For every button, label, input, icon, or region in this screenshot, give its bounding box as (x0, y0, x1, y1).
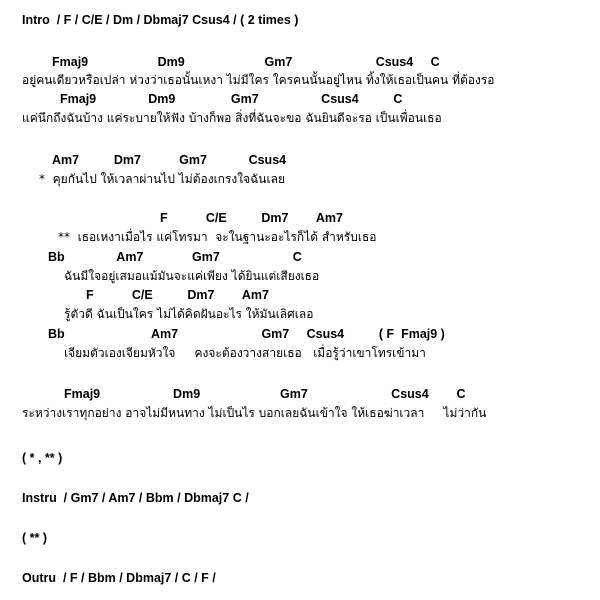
repeat-marker-2: ( ** ) (22, 531, 47, 545)
chorus-star-lyrics: * คุยกันไป ให้เวลาผ่านไป ไม่ต้องเกรงใจฉันเลย (39, 172, 285, 186)
repeat-marker-1: ( * , ** ) (22, 451, 63, 465)
outru-line: Outru / F / Bbm / Dbmaj7 / C / F / (22, 571, 216, 585)
chorus-double-lyrics-3: รู้ตัวดี ฉันเป็นใคร ไม่ได้คิดฝันอะไร ให้มันเลิศเลอ (64, 307, 314, 321)
verse2-chords: Fmaj9 Dm9 Gm7 Csus4 C (64, 387, 466, 401)
intro-line: Intro / F / C/E / Dm / Dbmaj7 Csus4 / ( 2 times ) (22, 13, 299, 27)
verse1-chords-2: Fmaj9 Dm9 Gm7 Csus4 C (60, 92, 403, 106)
verse1-chords-1: Fmaj9 Dm9 Gm7 Csus4 C (52, 55, 440, 69)
instru-line: Instru / Gm7 / Am7 / Bbm / Dbmaj7 C / (22, 491, 249, 505)
chorus-double-lyrics-1: ** เธอเหงาเมื่อไร แค่โทรมา จะในฐานะอะไรก็ได้ สำหรับเธอ (58, 230, 377, 244)
chorus-double-chords-3: F C/E Dm7 Am7 (86, 288, 269, 302)
chorus-double-chords-2: Bb Am7 Gm7 C (48, 250, 302, 264)
verse1-lyrics-1: อยู่คนเดียวหรือเปล่า ห่วงว่าเธอนั้นเหงา ไม่มีใคร ใครคนนั้นอยู่ไหน ทิ้งให้เธอเป็นคน ที่ต้องรอ (22, 73, 495, 87)
chorus-star-chords: Am7 Dm7 Gm7 Csus4 (52, 153, 287, 167)
chorus-double-chords-1: F C/E Dm7 Am7 (160, 211, 343, 225)
verse2-lyrics: ระหว่างเราทุกอย่าง อาจไม่มีหนทาง ไม่เป็นไร บอกเลยฉันเข้าใจ ให้เธอฆ่าเวลา ไม่ว่ากัน (22, 406, 487, 420)
verse1-lyrics-2: แค่นึกถึงฉันบ้าง แค่ระบายให้ฟัง บ้างก็พอ สิ่งที่ฉันจะขอ ฉันยินดีจะรอ เป็นเพื่อนเธอ (22, 111, 442, 125)
chorus-double-lyrics-4: เจียมตัวเองเจียมหัวใจ คงจะต้องวางสายเธอ เมื่อรู้ว่าเขาโทรเข้ามา (64, 346, 426, 360)
chorus-double-chords-4: Bb Am7 Gm7 Csus4 ( F Fmaj9 ) (48, 327, 445, 341)
chorus-double-lyrics-2: ฉันมีใจอยู่เสมอแม้มันจะแค่เพียง ได้ยินแต่เสียงเธอ (64, 269, 320, 283)
